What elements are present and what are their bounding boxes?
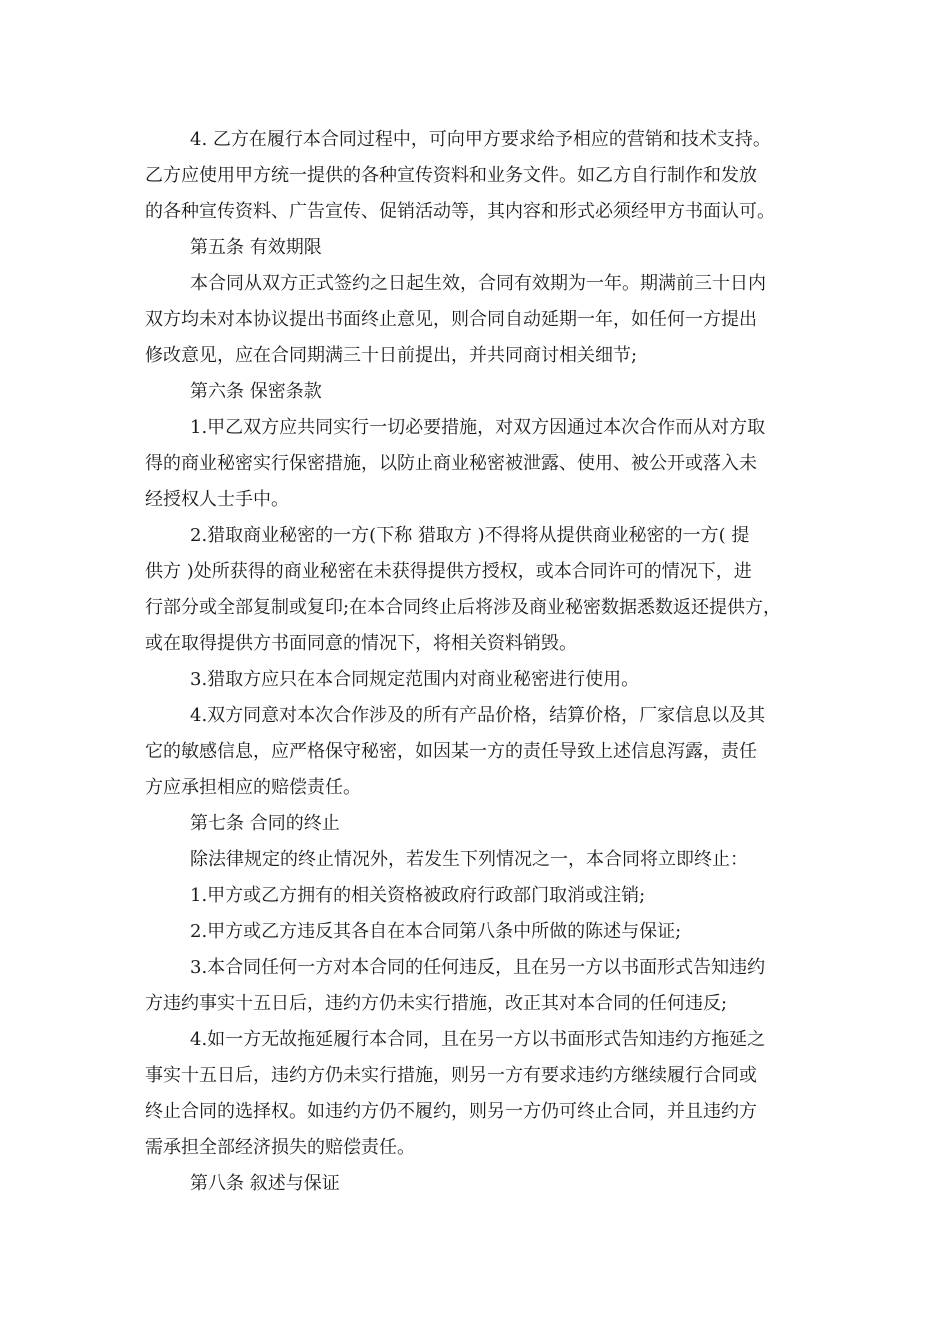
article6-item2-line-4: 或在取得提供方书面同意的情况下，将相关资料销毁。 bbox=[145, 633, 577, 654]
clause4-line-1: 4. 乙方在履行本合同过程中，可向甲方要求给予相应的营销和技术支持。 bbox=[190, 129, 771, 150]
article6-item3: 3.猎取方应只在本合同规定范围内对商业秘密进行使用。 bbox=[190, 669, 640, 690]
article5-line-1: 本合同从双方正式签约之日起生效，合同有效期为一年。期满前三十日内 bbox=[190, 273, 766, 294]
article7-item1: 1.甲方或乙方拥有的相关资格被政府行政部门取消或注销; bbox=[190, 885, 646, 906]
article7-item4-line-3: 终止合同的选择权。如违约方仍不履约，则另一方仍可终止合同，并且违约方 bbox=[145, 1101, 757, 1122]
article8-title: 第八条 叙述与保证 bbox=[190, 1173, 340, 1194]
article7-item4-line-2: 事实十五日后，违约方仍未实行措施，则另一方有要求违约方继续履行合同或 bbox=[145, 1065, 757, 1086]
article7-item4-line-1: 4.如一方无故拖延履行本合同，且在另一方以书面形式告知违约方拖延之 bbox=[190, 1029, 766, 1050]
article6-item4-line-3: 方应承担相应的赔偿责任。 bbox=[145, 777, 361, 798]
article7-title: 第七条 合同的终止 bbox=[190, 813, 340, 834]
article7-intro: 除法律规定的终止情况外，若发生下列情况之一，本合同将立即终止： bbox=[190, 849, 748, 870]
article7-item3-line-2: 方违约事实十五日后，违约方仍未实行措施，改正其对本合同的任何违反; bbox=[145, 993, 728, 1014]
article5-line-2: 双方均未对本协议提出书面终止意见，则合同自动延期一年，如任何一方提出 bbox=[145, 309, 757, 330]
article6-item4-line-2: 它的敏感信息，应严格保守秘密，如因某一方的责任导致上述信息泻露，责任 bbox=[145, 741, 757, 762]
clause4-line-3: 的各种宣传资料、广告宣传、促销活动等，其内容和形式必须经甲方书面认可。 bbox=[145, 201, 775, 222]
article7-item2: 2.甲方或乙方违反其各自在本合同第八条中所做的陈述与保证; bbox=[190, 921, 682, 942]
article5-title: 第五条 有效期限 bbox=[190, 237, 322, 258]
article6-item1-line-3: 经授权人士手中。 bbox=[145, 489, 289, 510]
article7-item4-line-4: 需承担全部经济损失的赔偿责任。 bbox=[145, 1137, 415, 1158]
article6-item4-line-1: 4.双方同意对本次合作涉及的所有产品价格，结算价格，厂家信息以及其 bbox=[190, 705, 766, 726]
article6-item2-line-2: 供方 )处所获得的商业秘密在未获得提供方授权，或本合同许可的情况下，进 bbox=[145, 561, 752, 582]
article6-title: 第六条 保密条款 bbox=[190, 381, 322, 402]
article6-item1-line-2: 得的商业秘密实行保密措施，以防止商业秘密被泄露、使用、被公开或落入未 bbox=[145, 453, 757, 474]
article6-item2-line-1: 2.猎取商业秘密的一方(下称 猎取方 )不得将从提供商业秘密的一方( 提 bbox=[190, 525, 750, 546]
article6-item1-line-1: 1.甲乙双方应共同实行一切必要措施，对双方因通过本次合作而从对方取 bbox=[190, 417, 766, 438]
article7-item3-line-1: 3.本合同任何一方对本合同的任何违反，且在另一方以书面形式告知违约 bbox=[190, 957, 766, 978]
article6-item2-line-3: 行部分或全部复制或复印;在本合同终止后将涉及商业秘密数据悉数返还提供方， bbox=[145, 597, 782, 618]
clause4-line-2: 乙方应使用甲方统一提供的各种宣传资料和业务文件。如乙方自行制作和发放 bbox=[145, 165, 757, 186]
article5-line-3: 修改意见，应在合同期满三十日前提出，并共同商讨相关细节; bbox=[145, 345, 638, 366]
